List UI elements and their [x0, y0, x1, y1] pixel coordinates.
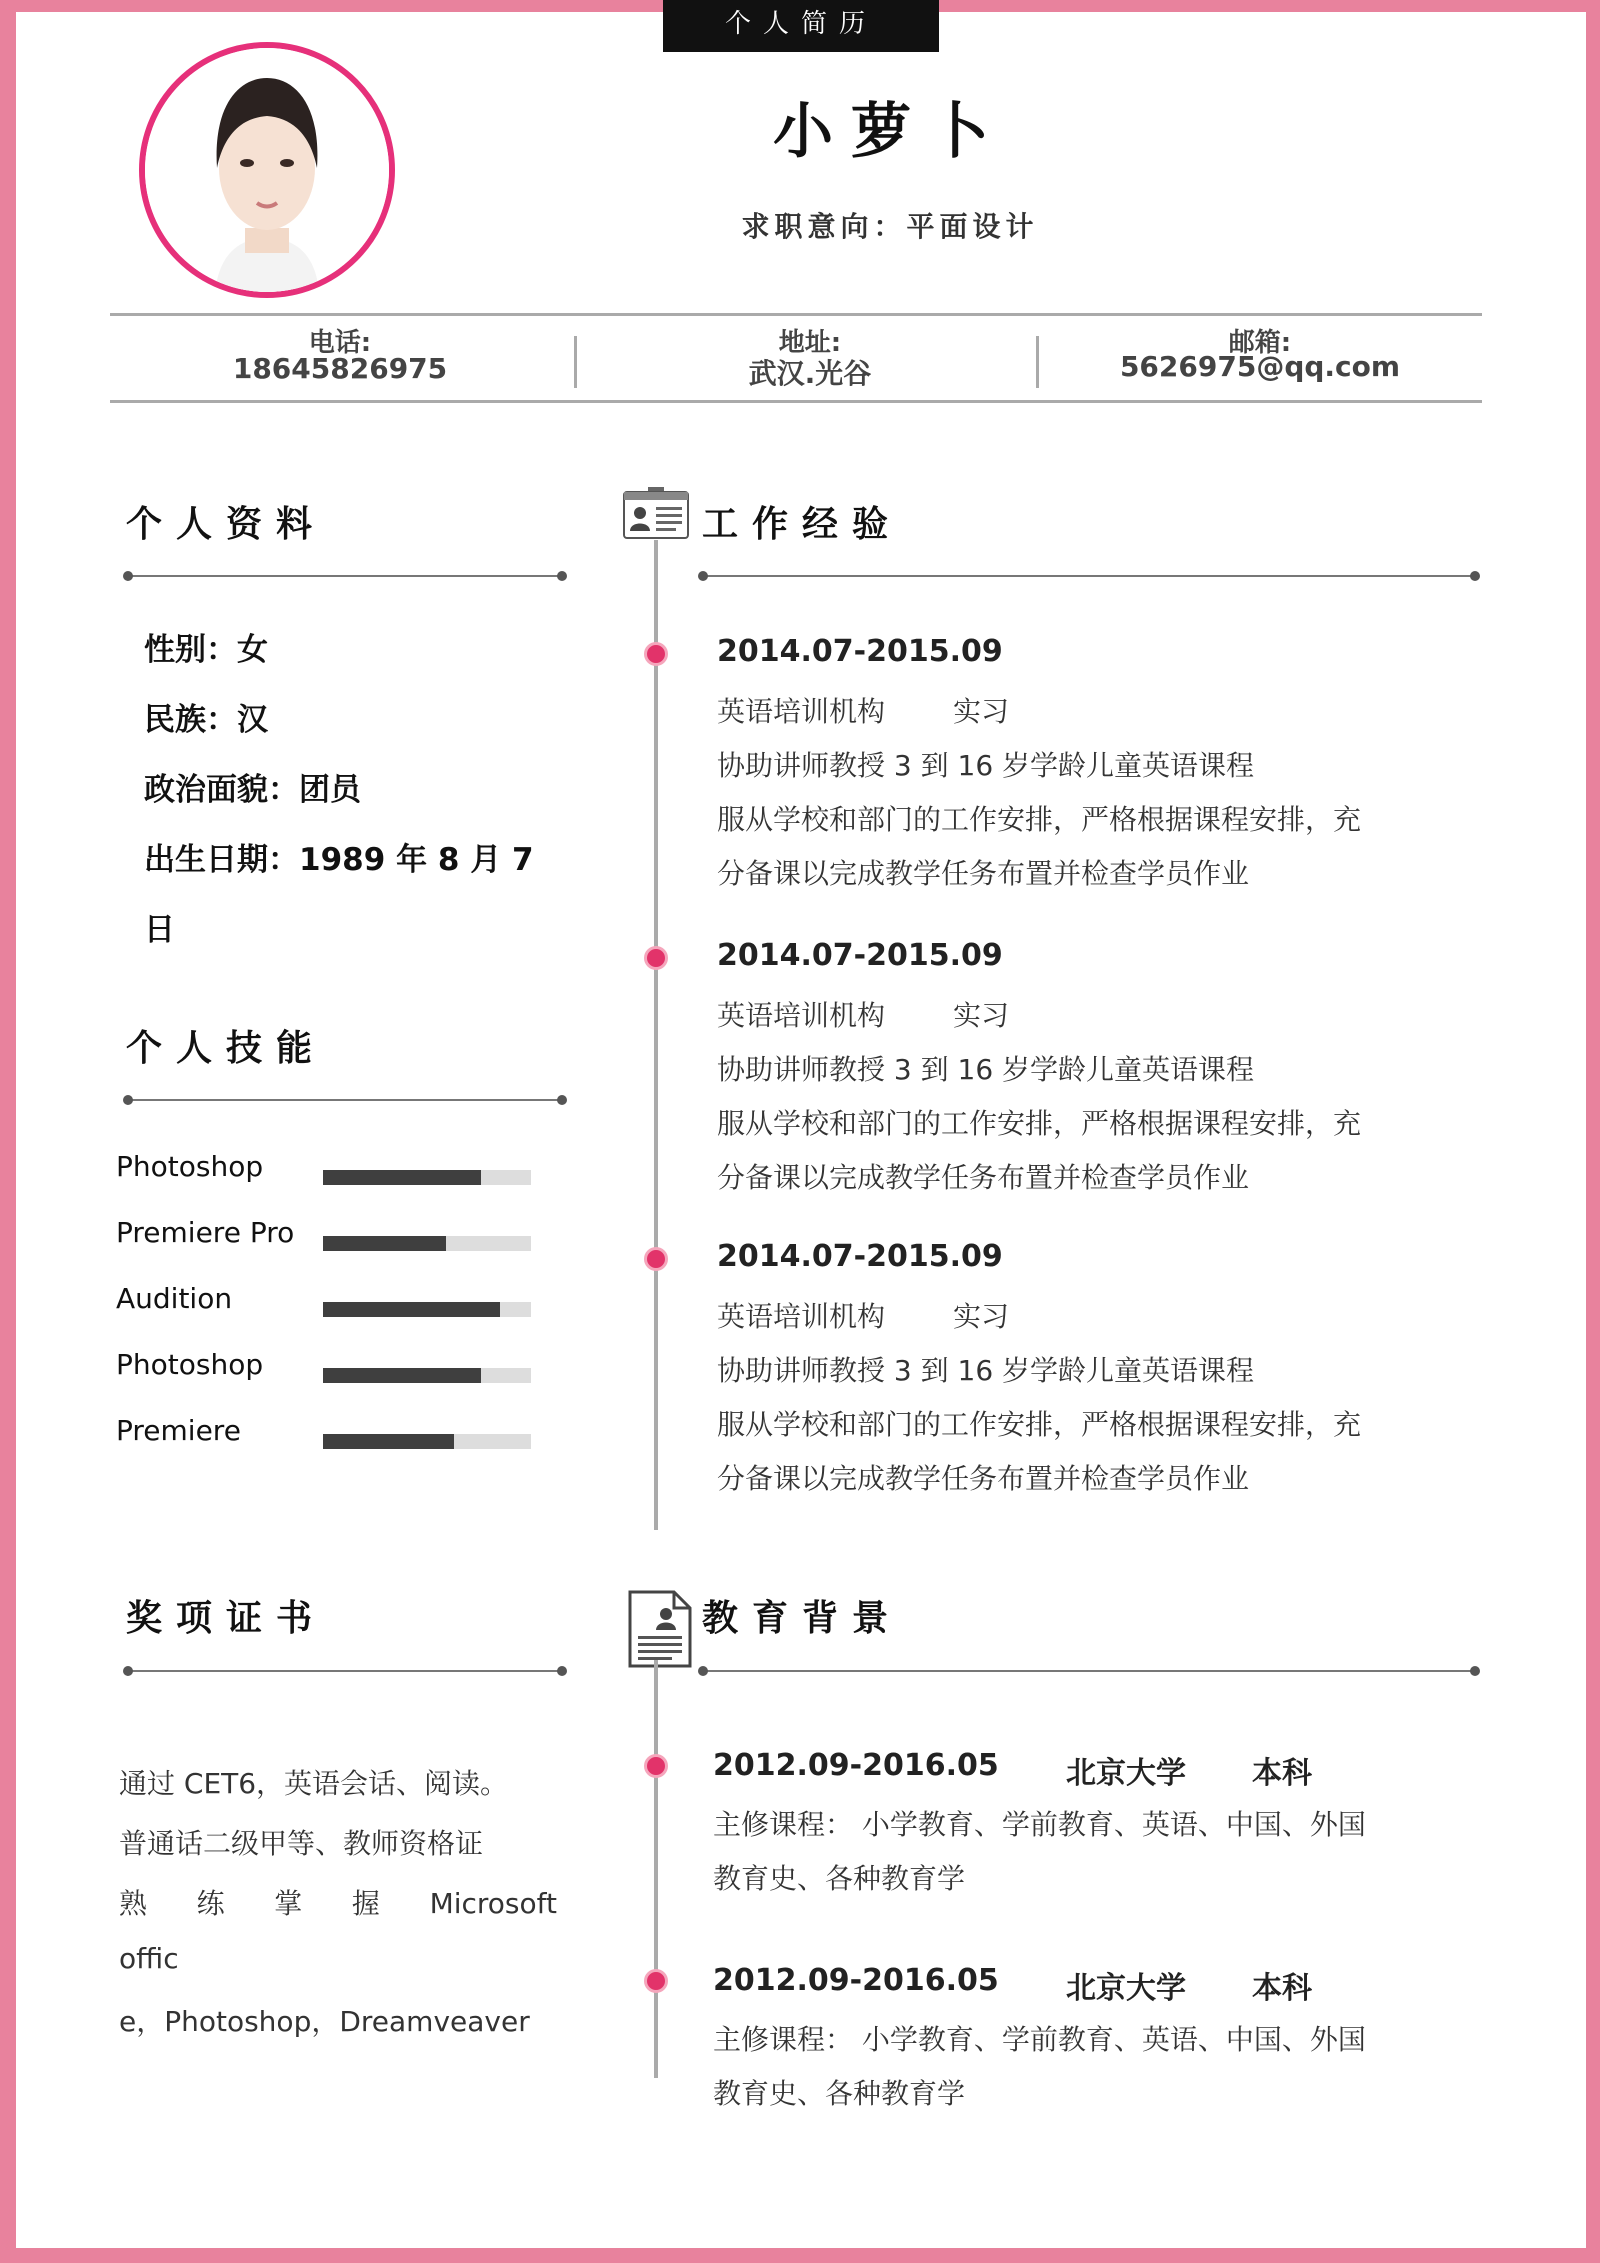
- skill-label: Premiere Pro: [116, 1216, 295, 1249]
- work-desc: 分备课以完成教学任务布置并检查学员作业: [717, 1161, 1250, 1194]
- work-role: 实习: [953, 999, 1010, 1032]
- edu-date: 2012.09-2016.05: [713, 1963, 999, 1998]
- award-line: e，Photoshop，Dreamveaver: [119, 2005, 530, 2038]
- rule-end-dot: [1470, 571, 1480, 581]
- rule-end-dot: [123, 1666, 133, 1676]
- edu-courses: 主修课程： 小学教育、学前教育、英语、中国、外国: [713, 1808, 1366, 1841]
- skill-label: Audition: [116, 1282, 233, 1315]
- education-timeline: [654, 1660, 658, 2078]
- skill-bar-fill: [323, 1302, 500, 1317]
- section-rule: [703, 575, 1475, 577]
- work-org: 英语培训机构: [717, 695, 886, 728]
- timeline-dot: [644, 1969, 668, 1993]
- edu-courses: 教育史、各种教育学: [713, 1862, 966, 1895]
- phone-label: 电话:: [308, 328, 372, 358]
- work-desc: 分备课以完成教学任务布置并检查学员作业: [717, 857, 1250, 890]
- rule-end-dot: [698, 1666, 708, 1676]
- portrait-image: [145, 48, 389, 292]
- skill-bar-fill: [323, 1368, 481, 1383]
- id-card-icon: [623, 487, 689, 543]
- gender-info: 性别：女: [144, 632, 268, 668]
- profile-photo: [139, 42, 395, 298]
- section-rule: [128, 575, 562, 577]
- work-date: 2014.07-2015.09: [717, 634, 1003, 669]
- work-date: 2014.07-2015.09: [717, 1239, 1003, 1274]
- work-section-title: 工作经验: [702, 504, 903, 545]
- rule-end-dot: [557, 571, 567, 581]
- skill-bar: [323, 1434, 531, 1449]
- work-role: 实习: [953, 1300, 1010, 1333]
- work-desc: 协助讲师教授 3 到 16 岁学龄儿童英语课程: [717, 1354, 1255, 1387]
- edu-school: 北京大学: [1066, 1756, 1186, 1791]
- work-org: 英语培训机构: [717, 1300, 886, 1333]
- contact-top-rule: [110, 313, 1482, 316]
- timeline-dot: [644, 946, 668, 970]
- skill-bar: [323, 1302, 531, 1317]
- candidate-name: 小萝卜: [773, 97, 1007, 167]
- work-role: 实习: [953, 695, 1010, 728]
- work-desc: 分备课以完成教学任务布置并检查学员作业: [717, 1462, 1250, 1495]
- timeline-dot: [644, 1754, 668, 1778]
- ethnicity-info: 民族：汉: [144, 702, 268, 738]
- award-line: 普通话二级甲等、教师资格证: [119, 1827, 484, 1860]
- education-section-title: 教育背景: [702, 1598, 903, 1639]
- work-desc: 服从学校和部门的工作安排，严格根据课程安排，充: [717, 1408, 1362, 1441]
- address-value: 武汉.光谷: [748, 357, 872, 390]
- resume-document-icon: [628, 1590, 692, 1672]
- work-desc: 服从学校和部门的工作安排，严格根据课程安排，充: [717, 803, 1362, 836]
- skill-bar-fill: [323, 1236, 446, 1251]
- skill-bar: [323, 1170, 531, 1185]
- birth-info-cont: 日: [144, 912, 175, 948]
- work-desc: 服从学校和部门的工作安排，严格根据课程安排，充: [717, 1107, 1362, 1140]
- resume-tag: 个人简历: [663, 0, 939, 52]
- edu-courses: 主修课程： 小学教育、学前教育、英语、中国、外国: [713, 2023, 1366, 2056]
- edu-courses: 教育史、各种教育学: [713, 2077, 966, 2110]
- skill-label: Photoshop: [116, 1150, 264, 1183]
- personal-section-title: 个人资料: [126, 504, 327, 545]
- skill-bar: [323, 1368, 531, 1383]
- timeline-dot: [644, 642, 668, 666]
- rule-end-dot: [1470, 1666, 1480, 1676]
- rule-end-dot: [123, 1095, 133, 1105]
- award-line: offic: [119, 1942, 179, 1975]
- work-desc: 协助讲师教授 3 到 16 岁学龄儿童英语课程: [717, 1053, 1255, 1086]
- rule-end-dot: [557, 1666, 567, 1676]
- edu-degree: 本科: [1252, 1756, 1312, 1791]
- awards-section-title: 奖项证书: [126, 1598, 327, 1639]
- work-date: 2014.07-2015.09: [717, 938, 1003, 973]
- section-rule: [128, 1099, 562, 1101]
- contact-separator: [1036, 336, 1039, 388]
- edu-school: 北京大学: [1066, 1971, 1186, 2006]
- edu-date: 2012.09-2016.05: [713, 1748, 999, 1783]
- work-desc: 协助讲师教授 3 到 16 岁学龄儿童英语课程: [717, 749, 1255, 782]
- timeline-dot: [644, 1247, 668, 1271]
- rule-end-dot: [557, 1095, 567, 1105]
- phone-value: 18645826975: [232, 352, 448, 385]
- skill-bar: [323, 1236, 531, 1251]
- skill-bar-fill: [323, 1170, 481, 1185]
- section-rule: [128, 1670, 562, 1672]
- skill-label: Photoshop: [116, 1348, 264, 1381]
- award-line: 通过 CET6，英语会话、阅读。: [119, 1767, 509, 1800]
- politics-info: 政治面貌：团员: [144, 772, 361, 808]
- skills-section-title: 个人技能: [126, 1028, 327, 1069]
- rule-end-dot: [123, 571, 133, 581]
- edu-degree: 本科: [1252, 1971, 1312, 2006]
- rule-end-dot: [698, 571, 708, 581]
- work-timeline: [654, 540, 658, 1530]
- work-org: 英语培训机构: [717, 999, 886, 1032]
- birth-info: 出生日期：1989 年 8 月 7: [144, 842, 534, 878]
- email-value: 5626975@qq.com: [1119, 350, 1401, 383]
- address-label: 地址:: [778, 328, 842, 358]
- award-line: 熟 练 掌 握 Microsoft: [119, 1887, 557, 1920]
- skill-label: Premiere: [116, 1414, 241, 1447]
- contact-bottom-rule: [110, 400, 1482, 403]
- job-intent: 求职意向：平面设计: [741, 210, 1039, 243]
- email-label: 邮箱:: [1228, 328, 1292, 358]
- skill-bar-fill: [323, 1434, 454, 1449]
- section-rule: [703, 1670, 1475, 1672]
- contact-separator: [574, 336, 577, 388]
